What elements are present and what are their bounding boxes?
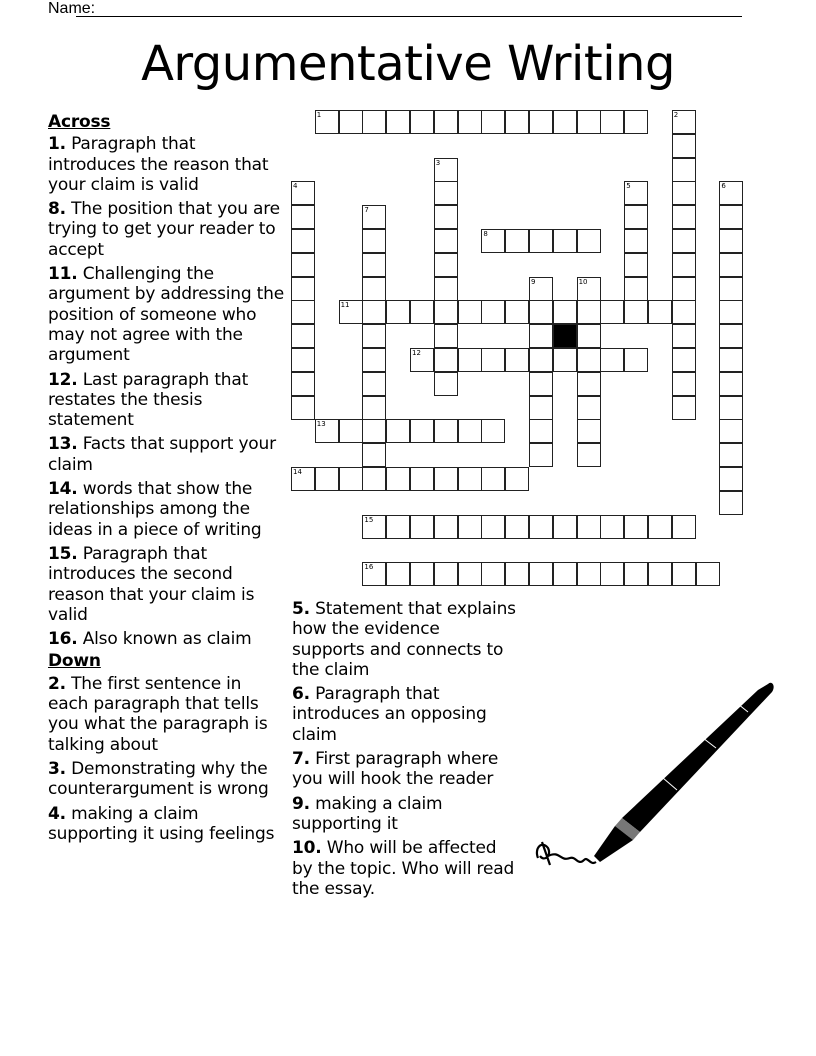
clues-left-column [48, 112, 286, 848]
across-clue [48, 370, 286, 431]
grid-cell[interactable] [577, 396, 601, 420]
grid-cell[interactable] [577, 324, 601, 348]
grid-cell[interactable] [315, 467, 339, 491]
across-clue [48, 479, 286, 540]
grid-cell[interactable] [410, 467, 434, 491]
grid-cell[interactable] [362, 348, 386, 372]
grid-cell[interactable] [648, 300, 672, 324]
grid-cell[interactable] [529, 324, 553, 348]
grid-cell[interactable] [624, 277, 648, 301]
grid-cell[interactable] [434, 158, 458, 182]
grid-cell[interactable] [719, 277, 743, 301]
grid-cell[interactable] [529, 348, 553, 372]
cell-number: 5 [626, 182, 631, 191]
grid-cell[interactable] [362, 229, 386, 253]
grid-cell[interactable] [291, 277, 315, 301]
grid-cell[interactable] [719, 419, 743, 443]
grid-cell[interactable] [481, 348, 505, 372]
grid-cell[interactable] [529, 562, 553, 586]
clue-text: First paragraph where you will hook the reader [292, 749, 499, 790]
grid-cell[interactable] [458, 419, 482, 443]
clue-text: Demonstrating why the counterargument is wrong [48, 758, 269, 800]
grid-cell[interactable] [553, 348, 577, 372]
grid-cell[interactable] [672, 134, 696, 158]
grid-cell[interactable] [481, 300, 505, 324]
grid-cell[interactable] [362, 324, 386, 348]
grid-cell[interactable] [339, 419, 363, 443]
grid-cell[interactable] [648, 562, 672, 586]
grid-cell[interactable] [577, 419, 601, 443]
clue-text: Also known as claim [82, 629, 252, 650]
grid-cell[interactable] [719, 300, 743, 324]
grid-cell[interactable] [624, 348, 648, 372]
grid-cell[interactable] [291, 253, 315, 277]
clue-text: Facts that support your claim [48, 434, 276, 475]
grid-cell[interactable] [672, 229, 696, 253]
clue-text: Paragraph that introduces the second reason that your claim is valid [48, 543, 255, 625]
grid-cell[interactable] [672, 158, 696, 182]
grid-cell[interactable] [362, 205, 386, 229]
grid-cell[interactable] [529, 372, 553, 396]
grid-cell[interactable] [362, 110, 386, 134]
grid-cell[interactable] [505, 229, 529, 253]
clue-text: Last paragraph that restates the thesis statement [48, 369, 249, 431]
grid-cell[interactable] [577, 372, 601, 396]
clues-right-column [292, 599, 517, 903]
cell-number: 6 [721, 182, 726, 191]
grid-cell[interactable] [719, 372, 743, 396]
grid-cell[interactable] [648, 515, 672, 539]
grid-cell[interactable] [553, 562, 577, 586]
grid-cell[interactable] [624, 562, 648, 586]
grid-cell[interactable] [529, 419, 553, 443]
grid-cell[interactable] [529, 229, 553, 253]
grid-cell[interactable] [362, 300, 386, 324]
grid-cell[interactable] [434, 110, 458, 134]
across-clue [48, 434, 286, 475]
cell-number: 4 [293, 182, 298, 191]
grid-cell[interactable] [529, 515, 553, 539]
grid-cell[interactable] [529, 396, 553, 420]
clue-number: 7. [292, 749, 310, 770]
grid-cell[interactable] [624, 181, 648, 205]
clue-number: 14. [48, 479, 78, 500]
grid-cell[interactable] [291, 205, 315, 229]
grid-cell[interactable] [291, 324, 315, 348]
grid-cell[interactable] [362, 372, 386, 396]
down-clue [292, 749, 517, 790]
pen-icon [594, 683, 774, 862]
grid-cell[interactable] [434, 229, 458, 253]
grid-cell[interactable] [672, 253, 696, 277]
grid-cell[interactable] [505, 515, 529, 539]
grid-cell[interactable] [505, 300, 529, 324]
grid-cell[interactable] [434, 324, 458, 348]
grid-cell[interactable] [672, 324, 696, 348]
down-clue [48, 804, 286, 845]
clue-text: Who will be affected by the topic. Who will read the essay. [292, 838, 515, 899]
grid-cell[interactable] [719, 443, 743, 467]
grid-cell[interactable] [410, 300, 434, 324]
grid-cell[interactable] [362, 443, 386, 467]
grid-cell[interactable] [481, 467, 505, 491]
grid-cell[interactable] [434, 562, 458, 586]
grid-cell[interactable] [481, 110, 505, 134]
grid-cell[interactable] [529, 110, 553, 134]
grid-cell[interactable] [672, 562, 696, 586]
grid-cell[interactable] [672, 515, 696, 539]
grid-cell[interactable] [529, 443, 553, 467]
clue-text: Challenging the argument by addressing the position of someone who may not agree with the argument [48, 264, 284, 366]
grid-cell[interactable] [577, 300, 601, 324]
grid-cell[interactable] [291, 467, 315, 491]
clue-number: 2. [48, 673, 66, 694]
grid-cell[interactable] [600, 515, 624, 539]
grid-cell[interactable] [553, 300, 577, 324]
grid-cell[interactable] [577, 110, 601, 134]
grid-cell[interactable] [577, 277, 601, 301]
down-clue [48, 759, 286, 800]
grid-cell[interactable] [362, 277, 386, 301]
grid-cell[interactable] [458, 300, 482, 324]
clue-text: making a claim supporting it using feelings [48, 803, 275, 844]
grid-cell[interactable] [624, 229, 648, 253]
grid-cell[interactable] [529, 277, 553, 301]
grid-cell[interactable] [672, 205, 696, 229]
grid-cell[interactable] [362, 419, 386, 443]
grid-cell[interactable] [481, 515, 505, 539]
grid-cell[interactable] [315, 110, 339, 134]
down-clue [292, 838, 517, 899]
black-cell [553, 324, 577, 348]
page-title: Argumentative Writing [141, 36, 675, 92]
grid-cell[interactable] [362, 467, 386, 491]
down-clue [292, 684, 517, 745]
cell-number: 13 [316, 420, 326, 429]
across-heading: Across [48, 112, 111, 132]
down-clue [292, 599, 517, 680]
cell-number: 16 [364, 563, 374, 572]
clue-text: The first sentence in each paragraph that tells you what the paragraph is talking about [48, 673, 268, 755]
grid-cell[interactable] [458, 515, 482, 539]
grid-cell[interactable] [553, 229, 577, 253]
grid-cell[interactable] [577, 515, 601, 539]
grid-cell[interactable] [291, 229, 315, 253]
name-field[interactable] [76, 16, 742, 17]
grid-cell[interactable] [624, 205, 648, 229]
clue-number: 6. [292, 684, 310, 705]
grid-cell[interactable] [434, 277, 458, 301]
clue-text: Paragraph that introduces an opposing claim [292, 684, 487, 745]
grid-cell[interactable] [339, 467, 363, 491]
clue-number: 16. [48, 629, 78, 650]
clue-number: 3. [48, 758, 66, 779]
grid-cell[interactable] [672, 396, 696, 420]
grid-cell[interactable] [481, 419, 505, 443]
grid-cell[interactable] [362, 562, 386, 586]
fountain-pen-illustration [520, 670, 780, 880]
down-clue [48, 674, 286, 755]
grid-cell[interactable] [719, 467, 743, 491]
across-clue [48, 134, 286, 195]
grid-cell[interactable] [291, 396, 315, 420]
grid-cell[interactable] [386, 300, 410, 324]
grid-cell[interactable] [458, 348, 482, 372]
clue-number: 13. [48, 434, 78, 455]
clue-text: Statement that explains how the evidence supports and connects to the claim [292, 599, 516, 680]
grid-cell[interactable] [362, 253, 386, 277]
grid-cell[interactable] [600, 562, 624, 586]
grid-cell[interactable] [505, 467, 529, 491]
cell-number: 15 [364, 515, 374, 524]
cell-number: 1 [316, 111, 322, 119]
grid-cell[interactable] [434, 181, 458, 205]
grid-cell[interactable] [719, 396, 743, 420]
grid-cell[interactable] [719, 324, 743, 348]
grid-cell[interactable] [577, 443, 601, 467]
grid-cell[interactable] [434, 205, 458, 229]
clue-number: 1. [48, 134, 66, 155]
clue-text: making a claim supporting it [292, 793, 443, 834]
grid-cell[interactable] [410, 419, 434, 443]
grid-cell[interactable] [696, 562, 720, 586]
clue-number: 4. [48, 803, 66, 824]
grid-cell[interactable] [577, 229, 601, 253]
grid-cell[interactable] [386, 467, 410, 491]
grid-cell[interactable] [719, 229, 743, 253]
grid-cell[interactable] [600, 300, 624, 324]
cell-number: 9 [531, 277, 536, 286]
grid-cell[interactable] [386, 419, 410, 443]
signature-scribble [537, 842, 596, 865]
grid-cell[interactable] [291, 300, 315, 324]
grid-cell[interactable] [719, 491, 743, 515]
clue-number: 5. [292, 599, 310, 619]
cell-number: 2 [673, 111, 679, 119]
grid-cell[interactable] [315, 419, 339, 443]
clue-number: 8. [48, 199, 66, 220]
grid-cell[interactable] [362, 396, 386, 420]
grid-cell[interactable] [434, 372, 458, 396]
cell-number: 14 [293, 468, 302, 476]
grid-cell[interactable] [553, 515, 577, 539]
grid-cell[interactable] [291, 181, 315, 205]
grid-cell[interactable] [672, 348, 696, 372]
down-heading: Down [48, 651, 101, 672]
across-clue [48, 264, 286, 365]
grid-cell[interactable] [529, 300, 553, 324]
grid-cell[interactable] [577, 348, 601, 372]
cell-number: 3 [435, 158, 441, 167]
grid-cell[interactable] [481, 562, 505, 586]
grid-cell[interactable] [434, 253, 458, 277]
grid-cell[interactable] [434, 300, 458, 324]
grid-cell[interactable] [410, 348, 434, 372]
clue-text: The position that you are trying to get your reader to accept [48, 199, 280, 260]
clue-number: 12. [48, 369, 78, 390]
grid-cell[interactable] [434, 348, 458, 372]
grid-cell[interactable] [339, 300, 363, 324]
grid-cell[interactable] [719, 253, 743, 277]
grid-cell[interactable] [600, 110, 624, 134]
grid-cell[interactable] [458, 110, 482, 134]
grid-cell[interactable] [672, 181, 696, 205]
clue-number: 15. [48, 543, 78, 564]
cell-number: 11 [340, 301, 350, 310]
grid-cell[interactable] [339, 110, 363, 134]
clue-text: words that show the relationships among the ideas in a piece of writing [48, 479, 262, 540]
down-clue [292, 794, 517, 835]
grid-cell[interactable] [577, 562, 601, 586]
grid-cell[interactable] [624, 515, 648, 539]
across-clue [48, 544, 286, 625]
grid-cell[interactable] [434, 419, 458, 443]
clue-number: 11. [48, 264, 78, 285]
grid-cell[interactable] [624, 253, 648, 277]
grid-cell[interactable] [386, 110, 410, 134]
grid-cell[interactable] [672, 110, 696, 134]
grid-cell[interactable] [291, 348, 315, 372]
grid-cell[interactable] [672, 372, 696, 396]
grid-cell[interactable] [505, 110, 529, 134]
grid-cell[interactable] [505, 348, 529, 372]
clue-number: 10. [292, 838, 322, 859]
grid-cell[interactable] [672, 277, 696, 301]
grid-cell[interactable] [624, 300, 648, 324]
grid-cell[interactable] [434, 515, 458, 539]
grid-cell[interactable] [719, 348, 743, 372]
cell-number: 10 [578, 277, 588, 286]
across-clue [48, 629, 286, 649]
clue-number: 9. [292, 793, 310, 814]
grid-cell[interactable] [553, 110, 577, 134]
name-label: Name: [48, 0, 96, 17]
grid-cell[interactable] [386, 562, 410, 586]
grid-cell[interactable] [624, 110, 648, 134]
grid-cell[interactable] [672, 300, 696, 324]
cell-number: 12 [412, 349, 421, 357]
grid-cell[interactable] [719, 181, 743, 205]
grid-cell[interactable] [458, 467, 482, 491]
grid-cell[interactable] [600, 348, 624, 372]
grid-cell[interactable] [481, 229, 505, 253]
grid-cell[interactable] [386, 515, 410, 539]
grid-cell[interactable] [291, 372, 315, 396]
cell-number: 8 [483, 230, 488, 238]
grid-cell[interactable] [362, 515, 386, 539]
grid-cell[interactable] [410, 515, 434, 539]
cell-number: 7 [364, 206, 369, 215]
grid-cell[interactable] [410, 110, 434, 134]
grid-cell[interactable] [719, 205, 743, 229]
grid-cell[interactable] [458, 562, 482, 586]
across-clue [48, 199, 286, 260]
grid-cell[interactable] [410, 562, 434, 586]
clue-text: Paragraph that introduces the reason that your claim is valid [48, 134, 269, 195]
grid-cell[interactable] [505, 562, 529, 586]
grid-cell[interactable] [434, 467, 458, 491]
